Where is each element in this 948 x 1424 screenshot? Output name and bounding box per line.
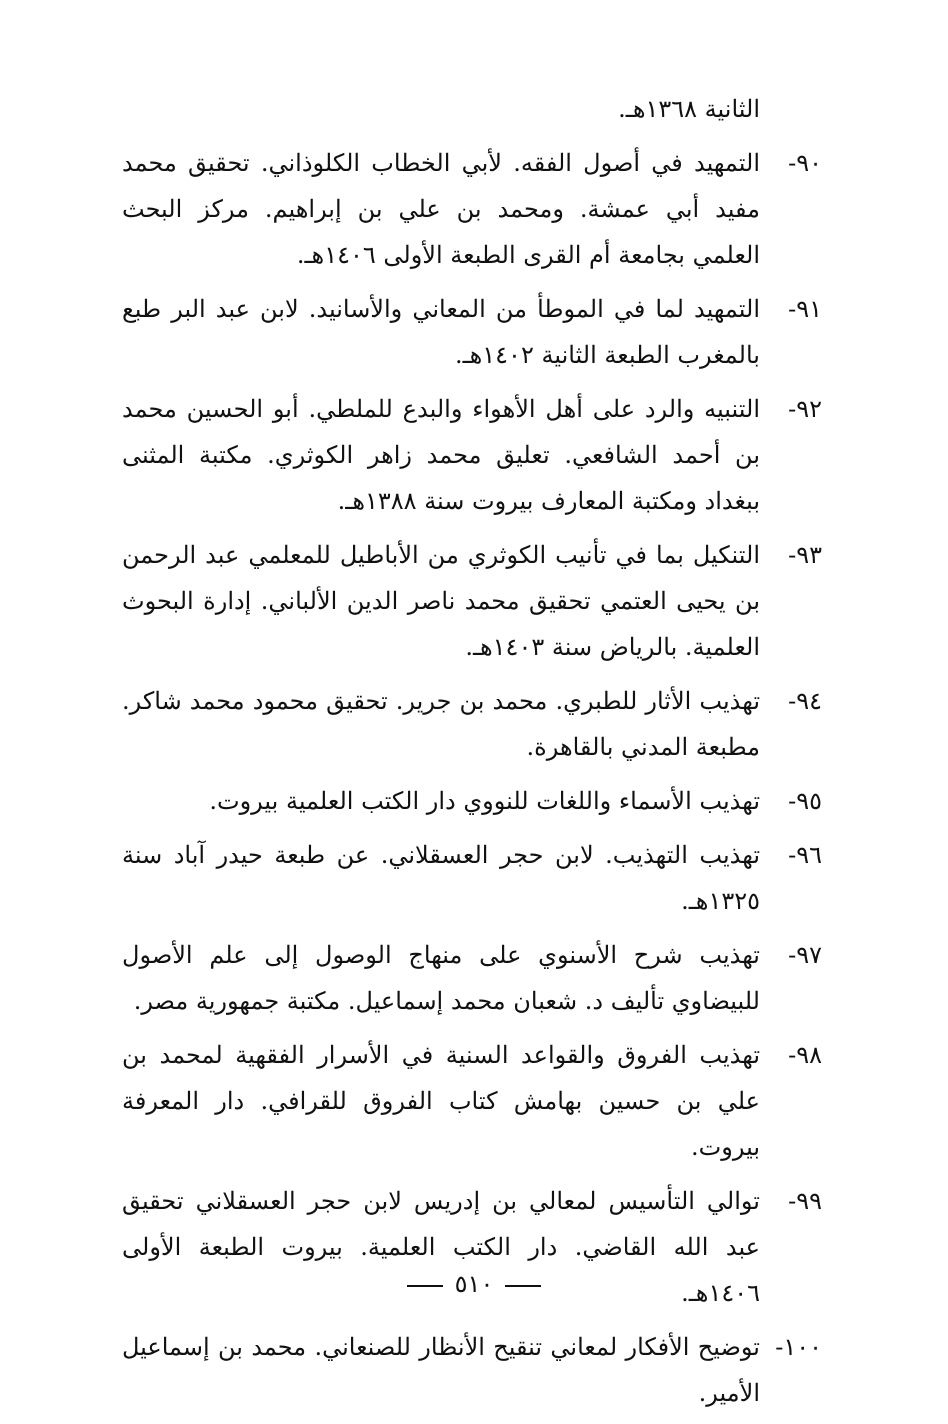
entry-text: تهذيب التهذيب. لابن حجر العسقلاني. عن طبعة حيدر آباد سنة ١٣٢٥هـ. [122, 841, 760, 915]
bibliography-entry [122, 678, 822, 770]
entry-number: ٩٩- [788, 1187, 822, 1215]
entry-number: ٩٢- [788, 395, 822, 423]
page-footer [0, 1270, 948, 1298]
page-number: ٥١٠ [454, 1270, 494, 1298]
bibliography-entry [122, 532, 822, 670]
entry-number: ٩٠- [788, 149, 822, 177]
entry-text: تهذيب الأثار للطبري. محمد بن جرير. تحقيق محمود محمد شاكر. مطبعة المدني بالقاهرة. [122, 687, 760, 761]
entry-number: ٩٧- [788, 941, 822, 969]
entry-number: ٩٤- [788, 687, 822, 715]
entry-number: ٩٦- [788, 841, 822, 869]
entry-text: التمهيد لما في الموطأ من المعاني والأسانيد. لابن عبد البر طبع بالمغرب الطبعة الثانية ١٤٠٢هـ. [122, 295, 760, 369]
bibliography-entry [122, 386, 822, 524]
bibliography-entry [122, 1324, 822, 1416]
bibliography-entry [122, 778, 822, 824]
bibliography-entry [122, 832, 822, 924]
bibliography-list [122, 86, 822, 1424]
bibliography-entry [122, 286, 822, 378]
footer-rule [407, 1285, 443, 1287]
entry-number: ٩٣- [788, 541, 822, 569]
entry-text: التنكيل بما في تأنيب الكوثري من الأباطيل للمعلمي عبد الرحمن بن يحيى العتمي تحقيق محمد ناصر الدين الألباني. إدارة البحوث العلمية. بالرياض سنة ١٤٠٣هـ. [122, 541, 760, 661]
continuation-line: الثانية ١٣٦٨هـ. [618, 95, 760, 123]
bibliography-entry [122, 1032, 822, 1170]
entry-text: تهذيب الفروق والقواعد السنية في الأسرار الفقهية لمحمد بن علي بن حسين بهامش كتاب الفروق للقرافي. دار المعرفة بيروت. [122, 1041, 760, 1161]
entry-number: ١٠٠- [775, 1333, 822, 1361]
entry-text: تهذيب شرح الأسنوي على منهاج الوصول إلى علم الأصول للبيضاوي تأليف د. شعبان محمد إسماعيل. مكتبة جمهورية مصر. [122, 941, 760, 1015]
entry-text: توضيح الأفكار لمعاني تنقيح الأنظار للصنعاني. محمد بن إسماعيل الأمير. [122, 1333, 760, 1407]
entry-text: توالي التأسيس لمعالي بن إدريس لابن حجر العسقلاني تحقيق عبد الله القاضي. دار الكتب العلمية. بيروت الطبعة الأولى ١٤٠٦هـ. [122, 1187, 760, 1307]
footer-rule [505, 1285, 541, 1287]
entry-number: ٩٨- [788, 1041, 822, 1069]
entry-text: تهذيب الأسماء واللغات للنووي دار الكتب العلمية بيروت. [209, 787, 760, 815]
bibliography-entry [122, 932, 822, 1024]
entry-text: التنبيه والرد على أهل الأهواء والبدع للملطي. أبو الحسين محمد بن أحمد الشافعي. تعليق محمد زاهر الكوثري. مكتبة المثنى ببغداد ومكتبة المعارف بيروت سنة ١٣٨٨هـ. [122, 395, 760, 515]
entry-number: ٩٥- [788, 787, 822, 815]
entry-number: ٩١- [788, 295, 822, 323]
entry-text: التمهيد في أصول الفقه. لأبي الخطاب الكلوذاني. تحقيق محمد مفيد أبي عمشة. ومحمد بن علي بن إبراهيم. مركز البحث العلمي بجامعة أم القرى الطبعة الأولى ١٤٠٦هـ. [122, 149, 760, 269]
bibliography-entry [122, 140, 822, 278]
